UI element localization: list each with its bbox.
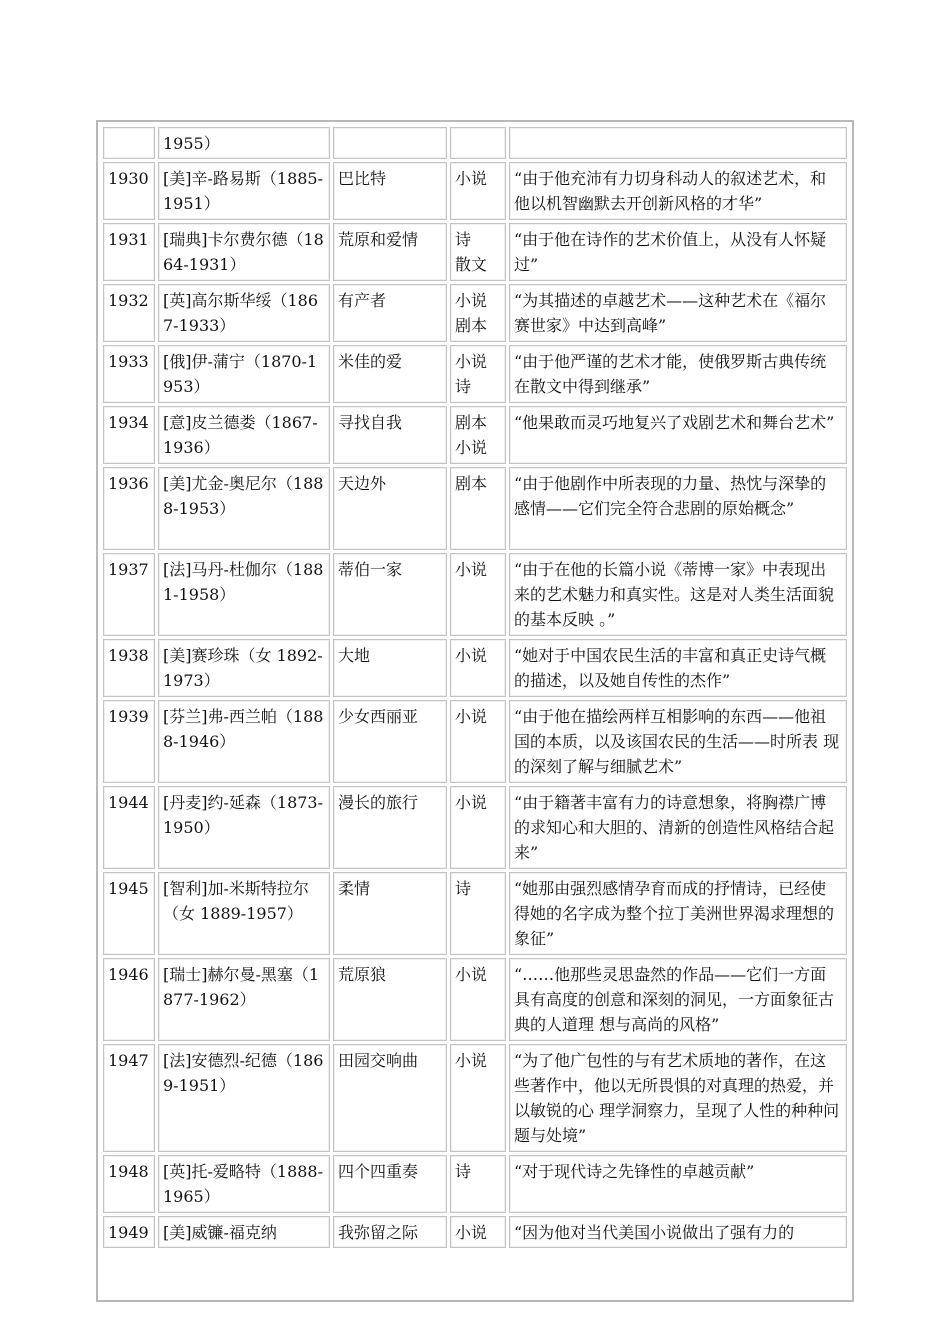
- year-cell: 1937: [103, 553, 155, 636]
- table-row: [103, 1155, 847, 1213]
- table-row: [103, 1216, 847, 1248]
- author-cell: [芬兰]弗-西兰帕（1888-1946）: [158, 700, 330, 783]
- table-row: [103, 467, 847, 550]
- work-cell: 米佳的爱: [333, 345, 447, 403]
- author-cell: [俄]伊-蒲宁（1870-1953）: [158, 345, 330, 403]
- year-cell: 1939: [103, 700, 155, 783]
- table-row: [103, 639, 847, 697]
- citation-cell: “她对于中国农民生活的丰富和真正史诗气概的描述，以及她自传性的杰作”: [509, 639, 847, 697]
- table-row: [103, 406, 847, 464]
- genre-cell: 小说: [450, 553, 506, 636]
- work-cell: 巴比特: [333, 162, 447, 220]
- genre-cell: 诗: [450, 1155, 506, 1213]
- genre-cell: 小说: [450, 639, 506, 697]
- author-cell: [英]高尔斯华绥（1867-1933）: [158, 284, 330, 342]
- author-cell: [美]威镰-福克纳: [158, 1216, 330, 1248]
- genre-cell: 诗 散文: [450, 223, 506, 281]
- table-row: [103, 1044, 847, 1152]
- genre-cell: [450, 127, 506, 159]
- citation-cell: “由于他严谨的艺术才能，使俄罗斯古典传统在散文中得到继承”: [509, 345, 847, 403]
- work-cell: 荒原和爱情: [333, 223, 447, 281]
- citation-cell: “为其描述的卓越艺术——这种艺术在《福尔赛世家》中达到高峰”: [509, 284, 847, 342]
- year-cell: [103, 127, 155, 159]
- work-cell: 蒂伯一家: [333, 553, 447, 636]
- citation-cell: “由于在他的长篇小说《蒂博一家》中表现出来的艺术魅力和真实性。这是对人类生活面貌的基本反映 。”: [509, 553, 847, 636]
- work-cell: [333, 127, 447, 159]
- citation-cell: “为了他广包性的与有艺术质地的著作，在这些著作中，他以无所畏惧的对真理的热爱，并以敏锐的心 理学洞察力，呈现了人性的种种问题与处境”: [509, 1044, 847, 1152]
- year-cell: 1946: [103, 958, 155, 1041]
- citation-cell: [509, 127, 847, 159]
- table-body: [103, 127, 847, 1248]
- genre-cell: 小说: [450, 1044, 506, 1152]
- author-cell: [瑞士]赫尔曼-黑塞（1877-1962）: [158, 958, 330, 1041]
- table-row: [103, 284, 847, 342]
- citation-cell: “由于籍著丰富有力的诗意想象，将胸襟广博的求知心和大胆的、清新的创造性风格结合起来”: [509, 786, 847, 869]
- table-row: [103, 872, 847, 955]
- work-cell: 少女西丽亚: [333, 700, 447, 783]
- work-cell: 荒原狼: [333, 958, 447, 1041]
- genre-cell: 小说: [450, 162, 506, 220]
- year-cell: 1945: [103, 872, 155, 955]
- year-cell: 1947: [103, 1044, 155, 1152]
- genre-cell: 剧本 小说: [450, 406, 506, 464]
- table-row: [103, 223, 847, 281]
- citation-cell: “……他那些灵思盎然的作品——它们一方面具有高度的创意和深刻的洞见，一方面象征古典的人道理 想与高尚的风格”: [509, 958, 847, 1041]
- year-cell: 1948: [103, 1155, 155, 1213]
- genre-cell: 小说: [450, 1216, 506, 1248]
- author-cell: [美]辛-路易斯（1885-1951）: [158, 162, 330, 220]
- citation-cell: “由于他在诗作的艺术价值上，从没有人怀疑过”: [509, 223, 847, 281]
- citation-cell: “由于他在描绘两样互相影响的东西——他祖国的本质，以及该国农民的生活——时所表 现的深刻了解与细腻艺术”: [509, 700, 847, 783]
- year-cell: 1936: [103, 467, 155, 550]
- year-cell: 1949: [103, 1216, 155, 1248]
- author-cell: [瑞典]卡尔费尔德（1864-1931）: [158, 223, 330, 281]
- genre-cell: 剧本: [450, 467, 506, 550]
- citation-cell: “他果敢而灵巧地复兴了戏剧艺术和舞台艺术”: [509, 406, 847, 464]
- work-cell: 有产者: [333, 284, 447, 342]
- citation-cell: “对于现代诗之先锋性的卓越贡献”: [509, 1155, 847, 1213]
- author-cell: 1955）: [158, 127, 330, 159]
- author-cell: [英]托-爱略特（1888-1965）: [158, 1155, 330, 1213]
- table-row: [103, 786, 847, 869]
- work-cell: 四个四重奏: [333, 1155, 447, 1213]
- author-cell: [美]尤金-奥尼尔（1888-1953）: [158, 467, 330, 550]
- author-cell: [法]马丹-杜伽尔（1881-1958）: [158, 553, 330, 636]
- genre-cell: 小说: [450, 958, 506, 1041]
- author-cell: [法]安德烈-纪德（1869-1951）: [158, 1044, 330, 1152]
- year-cell: 1938: [103, 639, 155, 697]
- author-cell: [智利]加-米斯特拉尔（女 1889-1957）: [158, 872, 330, 955]
- nobel-literature-table: [100, 124, 850, 1251]
- table-row: [103, 162, 847, 220]
- table-row: [103, 345, 847, 403]
- genre-cell: 小说 诗: [450, 345, 506, 403]
- genre-cell: 小说: [450, 700, 506, 783]
- genre-cell: 诗: [450, 872, 506, 955]
- table-row: [103, 958, 847, 1041]
- work-cell: 柔情: [333, 872, 447, 955]
- citation-cell: “她那由强烈感情孕育而成的抒情诗，已经使得她的名字成为整个拉丁美洲世界渴求理想的象征”: [509, 872, 847, 955]
- work-cell: 漫长的旅行: [333, 786, 447, 869]
- genre-cell: 小说 剧本: [450, 284, 506, 342]
- citation-cell: “由于他剧作中所表现的力量、热忱与深挚的感情——它们完全符合悲剧的原始概念”: [509, 467, 847, 550]
- work-cell: 天边外: [333, 467, 447, 550]
- work-cell: 大地: [333, 639, 447, 697]
- citation-cell: “因为他对当代美国小说做出了强有力的: [509, 1216, 847, 1248]
- year-cell: 1932: [103, 284, 155, 342]
- table-row: [103, 700, 847, 783]
- table-row: [103, 127, 847, 159]
- year-cell: 1930: [103, 162, 155, 220]
- author-cell: [美]赛珍珠（女 1892-1973）: [158, 639, 330, 697]
- work-cell: 我弥留之际: [333, 1216, 447, 1248]
- work-cell: 田园交响曲: [333, 1044, 447, 1152]
- table-row: [103, 553, 847, 636]
- genre-cell: 小说: [450, 786, 506, 869]
- citation-cell: “由于他充沛有力切身科动人的叙述艺术，和他以机智幽默去开创新风格的才华”: [509, 162, 847, 220]
- author-cell: [意]皮兰德娄（1867-1936）: [158, 406, 330, 464]
- year-cell: 1934: [103, 406, 155, 464]
- work-cell: 寻找自我: [333, 406, 447, 464]
- year-cell: 1944: [103, 786, 155, 869]
- year-cell: 1933: [103, 345, 155, 403]
- year-cell: 1931: [103, 223, 155, 281]
- author-cell: [丹麦]约-延森（1873-1950）: [158, 786, 330, 869]
